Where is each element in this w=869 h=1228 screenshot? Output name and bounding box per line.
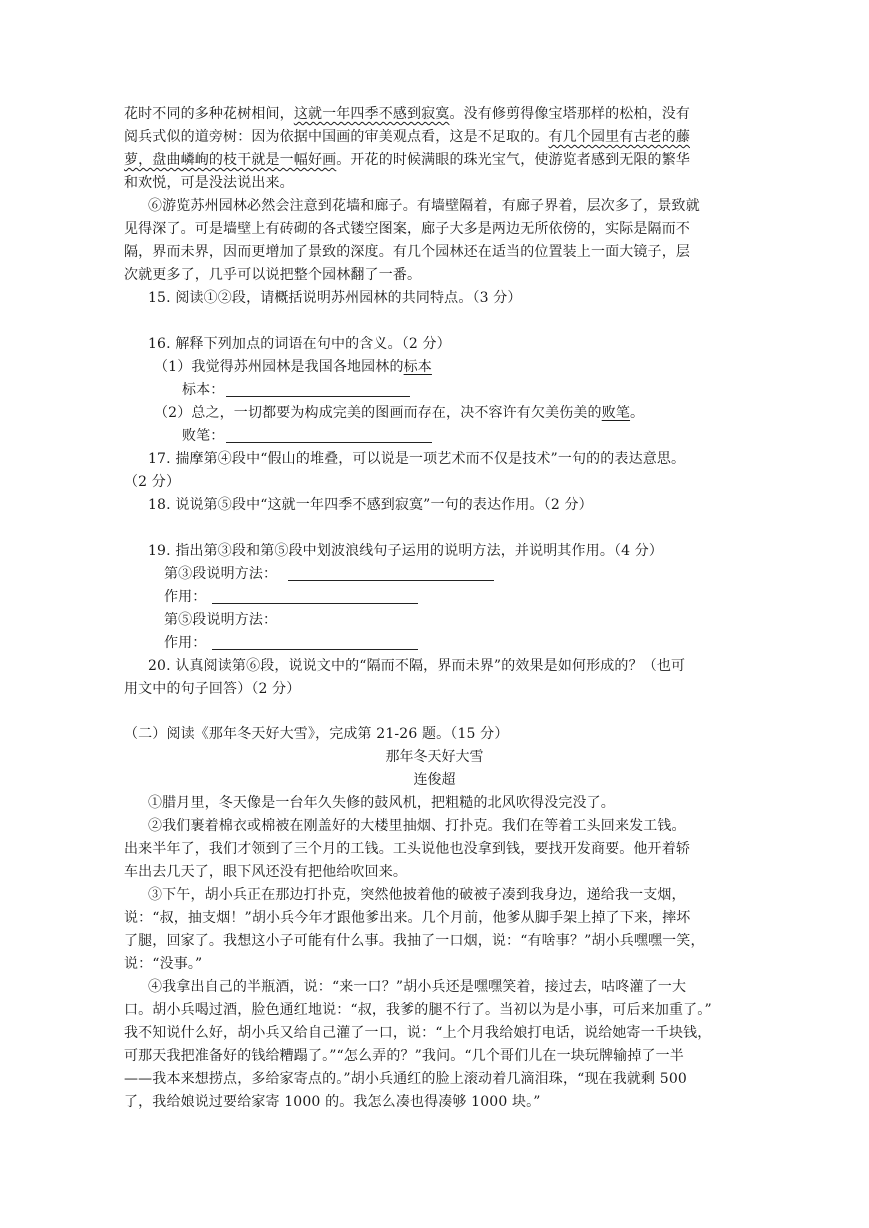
story-p2-line-1: ②我们裹着棉衣或棉被在刚盖好的大楼里抽烟、打扑克。我们在等着工头回来发工钱。 <box>148 818 686 834</box>
question-19-stem: 19. 指出第③段和第⑤段中划波浪线句子运用的说明方法，并说明其作用。（4 分） <box>148 543 664 559</box>
p5-line-1 <box>124 104 690 124</box>
story-p3-line-1: ③下午，胡小兵正在那边打扑克，突然他披着他的破被子凑到我身边，递给我一支烟， <box>148 887 686 903</box>
question-16-sentence-2 <box>154 403 644 423</box>
p5-line-3 <box>124 150 690 170</box>
story-p4-line-6: 了，我给娘说过要给家寄 1000 的。我怎么凑也得凑够 1000 块。” <box>124 1094 541 1110</box>
story-p3-line-4: 说：“没事。” <box>124 956 203 972</box>
story-p4-line-1: ④我拿出自己的半瓶酒，说：“来一口？”胡小兵还是嘿嘿笑着，接过去，咕咚灌了一大 <box>148 979 687 995</box>
p6-line-4: 次就更多了，几乎可以说把整个园林翻了一番。 <box>124 267 422 283</box>
answer-label-effect-3: 作用： <box>164 589 207 605</box>
story-p2-line-2: 出来半年了，我们才领到了三个月的工钱。工头说他也没拿到钱，要找开发商要。他开着轿 <box>124 841 690 857</box>
wavy-underlined-sentence: 有几个园里有古老的藤 <box>548 129 690 145</box>
answer-label-method-3: 第③段说明方法： <box>164 566 278 582</box>
question-16-sentence-1 <box>154 357 432 377</box>
text: 。没有修剪得像宝塔那样的松柏，没有 <box>449 106 691 122</box>
p6-line-2: 见得深了。可是墙壁上有砖砌的各式镂空图案，廊子大多是两边无所依傍的，实际是隔而不 <box>124 221 690 237</box>
text: 。 <box>630 405 645 421</box>
question-15: 15. 阅读①②段，请概括说明苏州园林的共同特点。（3 分） <box>148 290 522 306</box>
question-16-stem: 16. 解释下列加点的词语在句中的含义。（2 分） <box>148 336 451 352</box>
answer-label-biaoben: 标本： <box>182 382 225 398</box>
story-title: 那年冬天好大雪 <box>385 749 484 765</box>
p6-line-1: ⑥游览苏州园林必然会注意到花墙和廊子。有墙壁隔着，有廊子界着，层次多了，景致就 <box>148 198 700 214</box>
question-20-line-1: 20. 认真阅读第⑥段，说说文中的“隔而不隔，界而未界”的效果是如何形成的？（也可 <box>148 658 686 674</box>
story-p2-line-3: 车出去几天了，眼下风还没有把他给吹回来。 <box>124 864 407 880</box>
dotted-word: 败笔 <box>601 405 631 421</box>
answer-blank-effect-5[interactable] <box>212 649 418 650</box>
question-17-line-2: （2 分） <box>124 474 181 490</box>
text: 阅兵式似的道旁树：因为依据中国画的审美观点看，这是不足取的。 <box>124 129 549 145</box>
answer-blank-effect-3[interactable] <box>212 603 418 604</box>
answer-blank-method-3[interactable] <box>288 580 494 581</box>
story-p3-line-2: 说：“叔，抽支烟！”胡小兵今年才跟他爹出来。几个月前，他爹从脚手架上掉了下来，摔坏 <box>124 910 691 926</box>
p5-line-2 <box>124 127 690 147</box>
text: 花时不同的多种花树相间， <box>124 106 294 122</box>
answer-label-method-5: 第⑤段说明方法： <box>164 612 278 628</box>
story-p1: ①腊月里，冬天像是一台年久失修的鼓风机，把粗糙的北风吹得没完没了。 <box>148 795 615 811</box>
wavy-underlined-sentence: 萝，盘曲嶙峋的枝干就是一幅好画 <box>124 152 337 168</box>
story-p4-line-3: 我不知说什么好，胡小兵又给自己灌了一口，说：“上个月我给娘打电话，说给她寄一千块钱， <box>124 1025 712 1041</box>
section-2-header: （二）阅读《那年冬天好大雪》，完成第 21-26 题。（15 分） <box>124 726 509 742</box>
story-p4-line-2: 口。胡小兵喝过酒，脸色通红地说：“叔，我爹的腿不行了。当初以为是小事，可后来加重了。” <box>124 1002 712 1018</box>
wavy-underlined-sentence: 这就一年四季不感到寂寞 <box>293 106 450 122</box>
story-author: 连俊超 <box>413 772 456 788</box>
answer-blank-baibi[interactable] <box>226 442 432 443</box>
answer-blank-biaoben[interactable] <box>226 396 410 397</box>
answer-label-baibi: 败笔： <box>182 428 225 444</box>
story-p3-line-3: 了腿，回家了。我想这小子可能有什么事。我抽了一口烟，说：“有啥事？”胡小兵嘿嘿一笑， <box>124 933 705 949</box>
answer-label-effect-5: 作用： <box>164 635 207 651</box>
dotted-word: 标本 <box>403 359 432 375</box>
text: 。开花的时候满眼的珠光宝气，使游览者感到无限的繁华 <box>336 152 690 168</box>
text: （1）我觉得苏州园林是我国各地园林的 <box>154 359 404 375</box>
story-p4-line-5: ——我本来想捞点，多给家寄点的。”胡小兵通红的脸上滚动着几滴泪珠，“现在我就剩 500 <box>124 1071 687 1087</box>
question-18: 18. 说说第⑤段中“这就一年四季不感到寂寞”一句的表达作用。（2 分） <box>148 497 593 513</box>
question-20-line-2: 用文中的句子回答）（2 分） <box>124 681 301 697</box>
text: （2）总之，一切都要为构成完美的图画而存在，决不容许有欠美伤美的 <box>154 405 602 421</box>
p6-line-3: 隔，界而未界，因而更增加了景致的深度。有几个园林还在适当的位置装上一面大镜子，层 <box>124 244 690 260</box>
story-p4-line-4: 可那天我把准备好的钱给糟蹋了。”“怎么弄的？”我问。“几个哥们儿在一块玩牌输掉了一半 <box>124 1048 684 1064</box>
p5-line-4: 和欢悦，可是没法说出来。 <box>124 175 294 191</box>
question-17-line-1: 17. 揣摩第④段中“假山的堆叠，可以说是一项艺术而不仅是技术”一句的的表达意思。 <box>148 451 686 467</box>
